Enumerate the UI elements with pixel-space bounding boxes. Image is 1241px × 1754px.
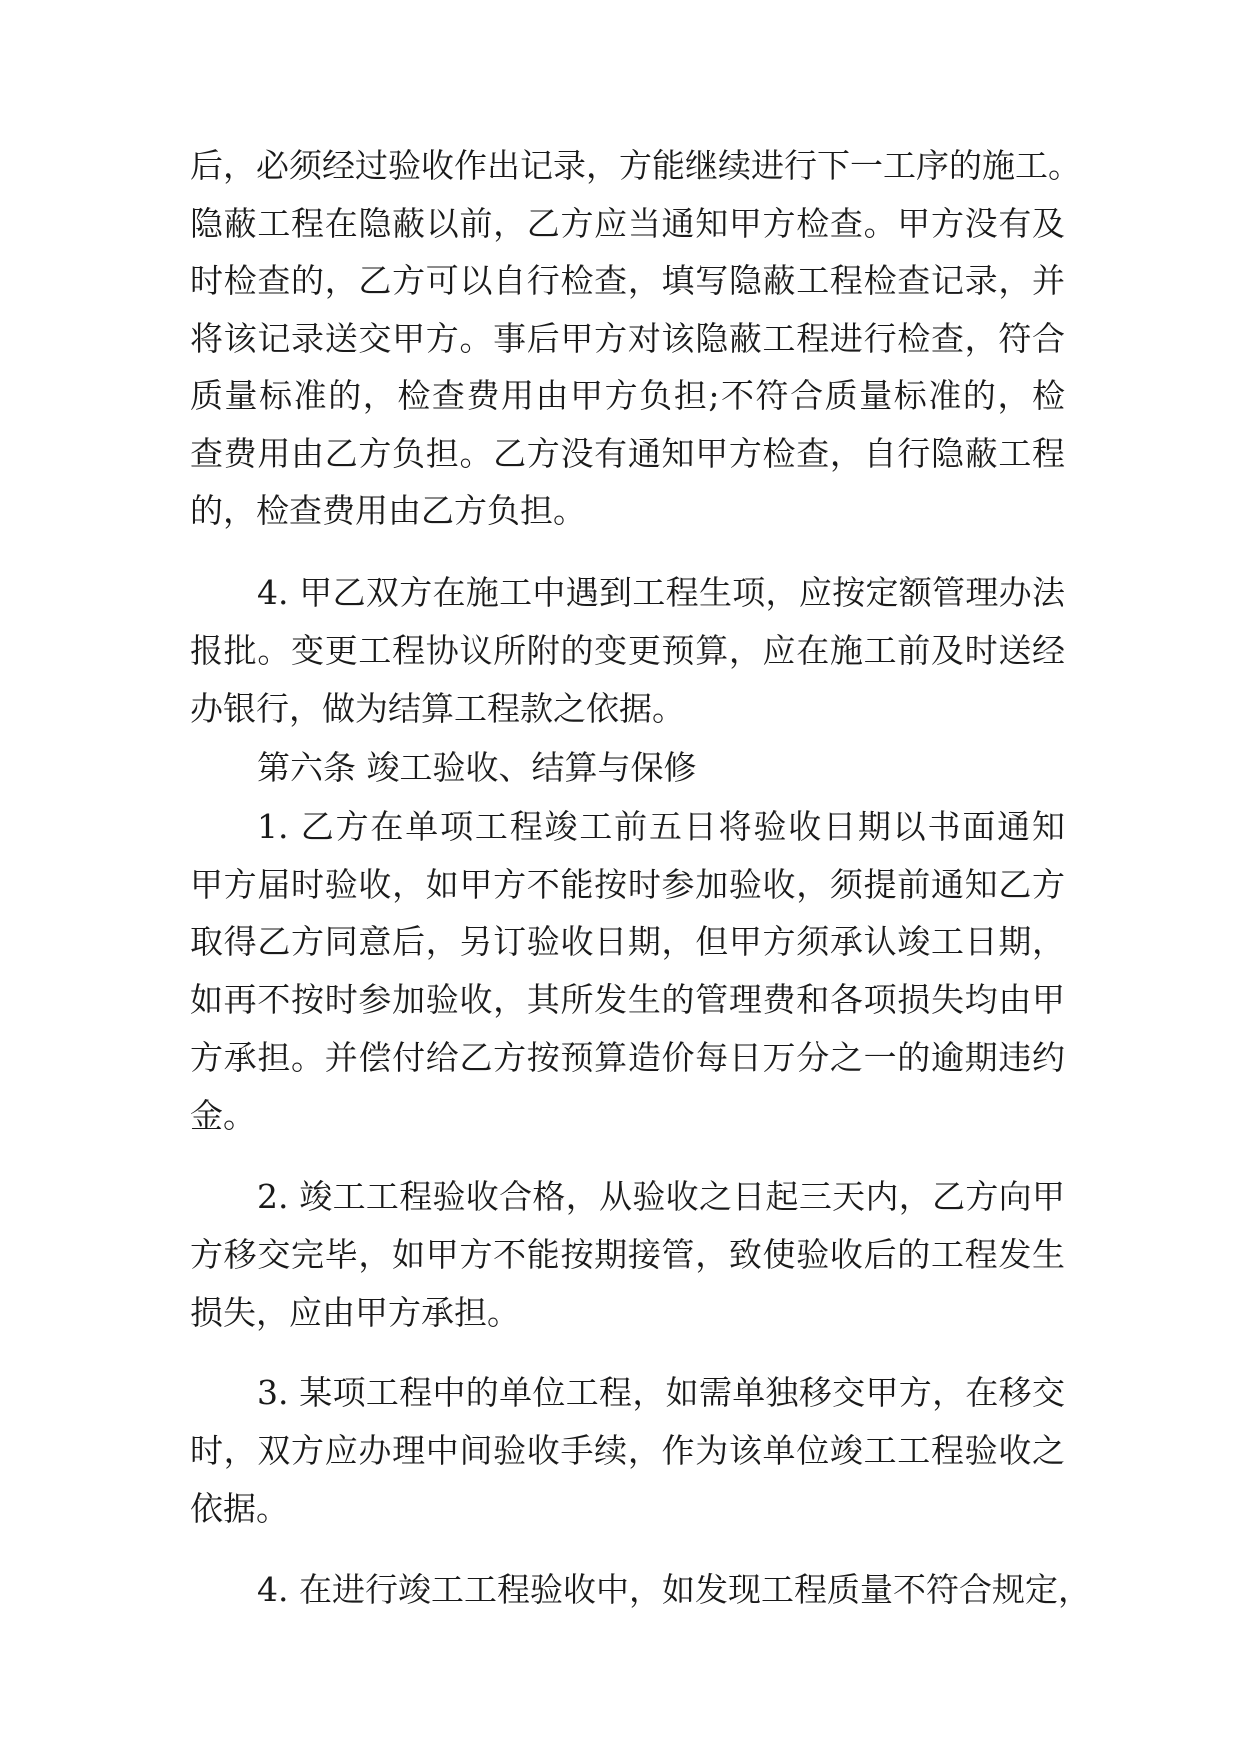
- text-line: 的，检查费用由乙方负担。: [190, 491, 586, 530]
- text-line: 查费用由乙方负担。乙方没有通知甲方检查，自行隐蔽工程: [190, 434, 1065, 473]
- text-line: 办银行，做为结算工程款之依据。: [190, 689, 685, 728]
- text-line: 隐蔽工程在隐蔽以前，乙方应当通知甲方检查。甲方没有及: [190, 204, 1065, 243]
- text-line: 取得乙方同意后，另订验收日期，但甲方须承认竣工日期，: [190, 922, 1065, 961]
- text-line: 金。: [190, 1096, 256, 1135]
- text-line: 将该记录送交甲方。事后甲方对该隐蔽工程进行检查，符合: [190, 319, 1065, 358]
- text-line: 依据。: [190, 1489, 289, 1528]
- text-line: 方移交完毕，如甲方不能按期接管，致使验收后的工程发生: [190, 1235, 1065, 1274]
- text-line: 甲方届时验收，如甲方不能按时参加验收，须提前通知乙方: [190, 865, 1065, 904]
- text-line: 时检查的，乙方可以自行检查，填写隐蔽工程检查记录，并: [190, 261, 1065, 300]
- text-line: 方承担。并偿付给乙方按预算造价每日万分之一的逾期违约: [190, 1038, 1065, 1077]
- text-line: 3. 某项工程中的单位工程，如需单独移交甲方，在移交: [257, 1373, 1065, 1412]
- text-line: 2. 竣工工程验收合格，从验收之日起三天内，乙方向甲: [257, 1177, 1065, 1216]
- text-line: 后，必须经过验收作出记录，方能继续进行下一工序的施工。: [190, 146, 1081, 185]
- text-line: 质量标准的，检查费用由甲方负担;不符合质量标准的，检: [190, 376, 1065, 415]
- text-line: 4. 在进行竣工工程验收中，如发现工程质量不符合规定，: [257, 1570, 1091, 1609]
- text-line: 4. 甲乙双方在施工中遇到工程生项，应按定额管理办法: [257, 573, 1065, 612]
- text-line: 损失，应由甲方承担。: [190, 1293, 520, 1332]
- text-line: 如再不按时参加验收，其所发生的管理费和各项损失均由甲: [190, 980, 1065, 1019]
- text-line: 时，双方应办理中间验收手续，作为该单位竣工工程验收之: [190, 1431, 1065, 1470]
- text-line: 1. 乙方在单项工程竣工前五日将验收日期以书面通知: [257, 807, 1065, 846]
- text-line: 报批。变更工程协议所附的变更预算，应在施工前及时送经: [190, 631, 1065, 670]
- section-heading: 第六条 竣工验收、结算与保修: [257, 748, 697, 787]
